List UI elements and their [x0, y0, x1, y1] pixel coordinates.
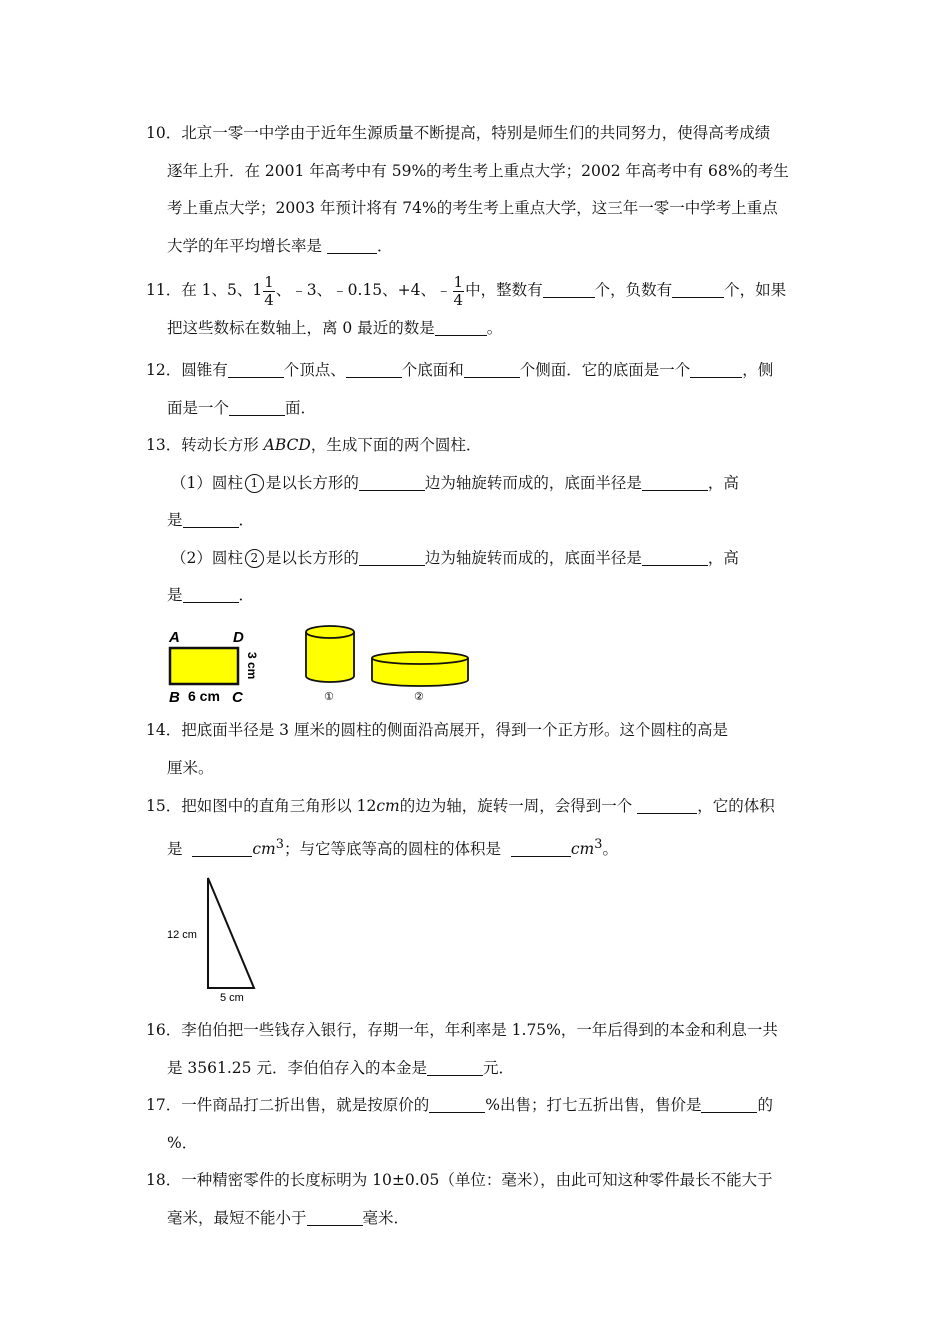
answer-blank-volume[interactable] — [192, 840, 252, 857]
answer-blank-solid[interactable] — [637, 798, 697, 815]
answer-blank[interactable] — [464, 362, 520, 379]
q10-line-1: 10．北京一零一中学由于近年生源质量不断提高，特别是师生们的共同努力，使得高考成绩 — [146, 124, 771, 142]
cylinder-1 — [306, 626, 354, 682]
question-15 — [146, 788, 810, 868]
label-a: A — [169, 629, 180, 646]
circled-number-1: 1 — [245, 474, 264, 493]
height-label: 3 cm — [245, 652, 259, 680]
label-d: D — [233, 629, 244, 646]
cylinder-2-label: ② — [414, 691, 424, 703]
q17-line-2: %． — [167, 1133, 198, 1152]
question-18 — [146, 1162, 810, 1237]
width-label: 6 cm — [188, 688, 220, 704]
q11-line-2: 把这些数标在数轴上，离 0 最近的数是 。 — [167, 319, 503, 337]
q15-line-2: 是 $cm^3$；与它等底等高的圆柱的体积是 $cm^3$。 — [167, 836, 618, 858]
answer-blank[interactable] — [229, 399, 285, 416]
answer-blank-closest[interactable] — [435, 320, 487, 337]
q15-triangle-figure — [164, 872, 274, 1006]
question-17 — [146, 1087, 810, 1162]
question-16 — [146, 1012, 810, 1087]
q13-sub-2-line-1: （2）圆柱 2 是以长方形的 边为轴旋转而成的，底面半径是 ，高 — [171, 548, 739, 567]
answer-blank[interactable] — [183, 587, 239, 604]
cylinder-2 — [372, 652, 468, 686]
q13-stem: 13．转动长方形 ABCD，生成下面的两个圆柱． — [146, 436, 482, 454]
answer-blank[interactable] — [228, 362, 284, 379]
answer-blank[interactable] — [429, 1097, 485, 1114]
q12-line-2: 面是一个 面． — [167, 398, 317, 417]
q18-line-2: 毫米，最短不能小于 毫米． — [167, 1208, 410, 1227]
q10-line-2: 逐年上升．在 2001 年高考中有 59%的考生考上重点大学；2002 年高考中有 68%的考生 — [167, 161, 789, 180]
answer-blank[interactable] — [427, 1059, 483, 1076]
answer-blank-cylinder-volume[interactable] — [511, 840, 571, 857]
question-10 — [146, 115, 810, 265]
question-11 — [146, 270, 810, 348]
answer-blank[interactable] — [642, 549, 708, 566]
answer-blank[interactable] — [701, 1097, 757, 1114]
answer-blank[interactable] — [327, 237, 377, 254]
q15-line-1: 15．把如图中的直角三角形以 12cm的边为轴，旋转一周，会得到一个 ，它的体积 — [146, 797, 775, 815]
label-c: C — [232, 689, 243, 706]
q11-line-1: 11．在 1、5、1 $\frac{1}{4}$ 、﹣3、﹣0.15、+4、﹣ $\frac{1}{4}$ 中，整数有 个，负数有 个，如果 — [146, 272, 787, 309]
q13-sub-2-line-2: 是 ． — [167, 586, 255, 604]
answer-blank[interactable] — [359, 474, 425, 491]
answer-blank[interactable] — [359, 549, 425, 566]
triangle-height-label: 12 cm — [167, 929, 197, 941]
q14-line-2: 厘米。 — [167, 758, 214, 777]
right-triangle — [208, 878, 254, 988]
answer-blank[interactable] — [642, 474, 708, 491]
question-14 — [146, 712, 810, 787]
label-b: B — [169, 689, 180, 706]
q13-sub-1-line-1: （1）圆柱 1 是以长方形的 边为轴旋转而成的，底面半径是 ，高 — [171, 473, 739, 492]
answer-blank[interactable] — [346, 362, 402, 379]
answer-blank[interactable] — [183, 512, 239, 529]
answer-blank-negatives[interactable] — [672, 282, 724, 299]
fraction-negative-one-quarter: $\frac{1}{4}$ — [453, 272, 464, 309]
triangle-base-label: 5 cm — [220, 992, 244, 1004]
circled-number-2: 2 — [245, 549, 264, 568]
q14-line-1: 14．把底面半径是 3 厘米的圆柱的侧面沿高展开，得到一个正方形。这个圆柱的高是 — [146, 721, 728, 739]
answer-blank-integers[interactable] — [543, 282, 595, 299]
rectangle-abcd — [170, 648, 238, 684]
q13-figure — [160, 622, 480, 708]
cylinder-1-label: ① — [324, 691, 334, 703]
question-12 — [146, 352, 810, 427]
q18-line-1: 18．一种精密零件的长度标明为 10±0.05（单位：毫米），由此可知这种零件最长不能大于 — [146, 1171, 773, 1189]
answer-blank[interactable] — [690, 362, 742, 379]
question-13 — [146, 427, 810, 615]
q10-line-4: 大学的年平均增长率是 ． — [167, 236, 393, 255]
q17-line-1: 17．一件商品打二折出售，就是按原价的 %出售；打七五折出售，售价是 的 — [146, 1096, 773, 1114]
q12-line-1: 12．圆锥有 个顶点、 个底面和 个侧面．它的底面是一个 ，侧 — [146, 361, 774, 379]
q13-sub-1-line-2: 是 ． — [167, 511, 255, 529]
answer-blank[interactable] — [307, 1209, 363, 1226]
q10-line-3: 考上重点大学；2003 年预计将有 74%的考生考上重点大学，这三年一零一中学考上重点 — [167, 199, 778, 217]
q16-line-1: 16．李伯伯把一些钱存入银行，存期一年，年利率是 1.75%，一年后得到的本金和利息一共 — [146, 1021, 778, 1039]
fraction-one-quarter: $\frac{1}{4}$ — [264, 272, 274, 309]
q16-line-2: 是 3561.25 元．李伯伯存入的本金是 元． — [167, 1058, 514, 1077]
